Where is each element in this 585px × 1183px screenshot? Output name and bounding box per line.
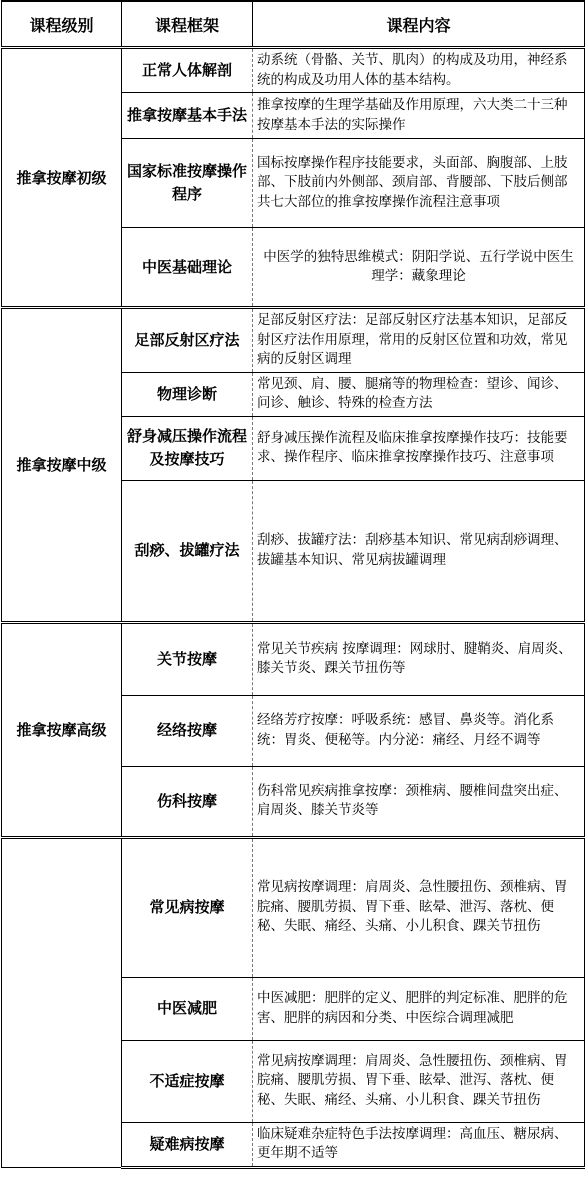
table-row bbox=[2, 48, 585, 93]
table-row bbox=[2, 837, 585, 977]
header-content: 课程内容 bbox=[253, 1, 585, 48]
header-frame: 课程框架 bbox=[122, 1, 253, 48]
course-frame: 足部反射区疗法 bbox=[122, 308, 253, 373]
course-content: 中医减肥：肥胖的定义、肥胖的判定标准、肥胖的危害、肥胖的病因和分类、中医综合调理减肥 bbox=[253, 977, 585, 1040]
course-frame: 刮痧、拔罐疗法 bbox=[122, 480, 253, 622]
header-row bbox=[2, 1, 585, 48]
course-frame: 舒身减压操作流程及按摩技巧 bbox=[122, 416, 253, 480]
course-content: 常见病按摩调理：肩周炎、急性腰扭伤、颈椎病、胃脘痛、腰肌劳损、胃下垂、眩晕、泄泻、落枕、便秘、失眠、痛经、头痛、小儿积食、踝关节扭伤 bbox=[253, 837, 585, 977]
course-content: 常见颈、肩、腰、腿痛等的物理检查：望诊、闻诊、问诊、触诊、特殊的检查方法 bbox=[253, 372, 585, 416]
course-content: 刮痧、拔罐疗法：刮痧基本知识、常见病刮痧调理、拔罐基本知识、常见病拔罐调理 bbox=[253, 480, 585, 622]
course-content: 动系统（骨骼、关节、肌肉）的构成及功用，神经系统的构成及功用人体的基本结构。 bbox=[253, 48, 585, 93]
course-content: 常见病按摩调理：肩周炎、急性腰扭伤、颈椎病、胃脘痛、腰肌劳损、胃下垂、眩晕、泄泻、落枕、便秘、失眠、痛经、头痛、小儿积食、踝关节扭伤 bbox=[253, 1040, 585, 1122]
header-level: 课程级别 bbox=[2, 1, 122, 48]
course-frame: 伤科按摩 bbox=[122, 766, 253, 837]
course-content: 推拿按摩的生理学基础及作用原理，六大类二十三种按摩基本手法的实际操作 bbox=[253, 93, 585, 139]
course-frame: 疑难病按摩 bbox=[122, 1122, 253, 1167]
course-content: 国标按摩操作程序技能要求，头面部、胸腹部、上肢部、下肢前内外侧部、颈肩部、背腰部、下肢后侧部共七大部位的推拿按摩操作流程注意事项 bbox=[253, 139, 585, 228]
course-frame: 物理诊断 bbox=[122, 372, 253, 416]
table-row bbox=[2, 622, 585, 695]
course-level-basic: 推拿按摩初级 bbox=[2, 48, 122, 308]
course-level-advanced: 推拿按摩高级 bbox=[2, 622, 122, 837]
course-table bbox=[1, 0, 585, 1169]
course-content: 经络芳疗按摩：呼吸系统：感冒、鼻炎等。消化系统：胃炎、便秘等。内分泌：痛经、月经不调等 bbox=[253, 695, 585, 766]
table-row bbox=[2, 308, 585, 373]
course-content: 足部反射区疗法：足部反射区疗法基本知识，足部反射区疗法作用原理，常用的反射区位置和功效，常见病的反射区调理 bbox=[253, 308, 585, 373]
course-level-intermediate: 推拿按摩中级 bbox=[2, 308, 122, 623]
course-frame: 国家标准按摩操作程序 bbox=[122, 139, 253, 228]
course-frame: 不适症按摩 bbox=[122, 1040, 253, 1122]
course-frame: 中医基础理论 bbox=[122, 228, 253, 308]
course-level-extra bbox=[2, 837, 122, 1167]
course-frame: 推拿按摩基本手法 bbox=[122, 93, 253, 139]
course-content: 临床疑难杂症特色手法按摩调理：高血压、糖尿病、更年期不适等 bbox=[253, 1122, 585, 1167]
course-content: 中医学的独特思维模式：阴阳学说、五行学说中医生理学：藏象理论 bbox=[253, 228, 585, 308]
course-frame: 常见病按摩 bbox=[122, 837, 253, 977]
course-frame: 经络按摩 bbox=[122, 695, 253, 766]
course-frame: 关节按摩 bbox=[122, 622, 253, 695]
course-frame: 正常人体解剖 bbox=[122, 48, 253, 93]
course-content: 伤科常见疾病推拿按摩：颈椎病、腰椎间盘突出症、肩周炎、膝关节炎等 bbox=[253, 766, 585, 837]
course-frame: 中医减肥 bbox=[122, 977, 253, 1040]
course-content: 常见关节疾病 按摩调理：网球肘、腱鞘炎、肩周炎、膝关节炎、踝关节扭伤等 bbox=[253, 622, 585, 695]
course-content: 舒身减压操作流程及临床推拿按摩操作技巧：技能要求、操作程序、临床推拿按摩操作技巧、注意事项 bbox=[253, 416, 585, 480]
